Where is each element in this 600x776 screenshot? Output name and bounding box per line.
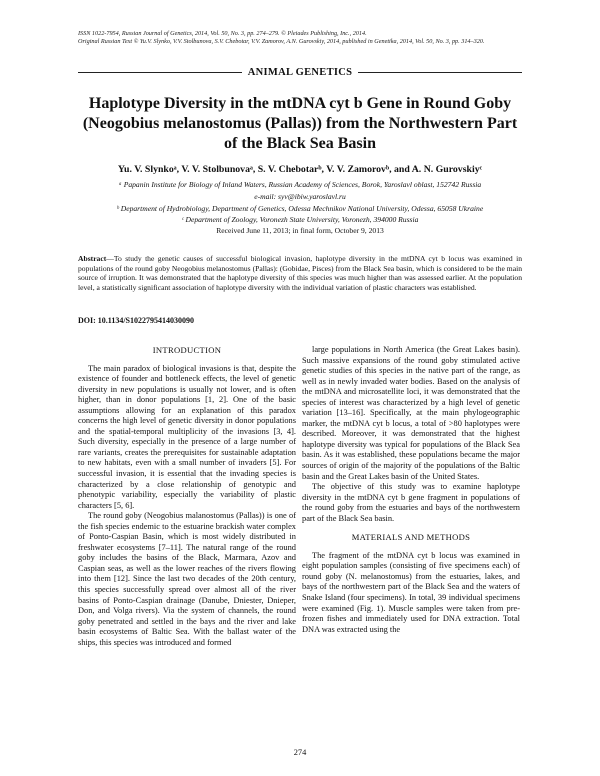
article-title: Haplotype Diversity in the mtDNA cyt b Gene in Round Goby (Neogobius melanostomus (Pallas)) from the Northwestern Part of the Black Sea Basin bbox=[82, 95, 518, 152]
page-number: 274 bbox=[293, 748, 307, 757]
affiliation-a: ᵃ Papanin Institute for Biology of Inland Waters, Russian Academy of Sciences, Borok, Yaroslavl oblast, 152742 Russia bbox=[118, 180, 482, 189]
affiliation-b: ᵇ Department of Hydrobiology, Department of Genetics, Odessa Mechnikov National University, Odessa, 65058 Ukraine bbox=[116, 204, 484, 213]
received-dates: Received June 11, 2013; in final form, October 9, 2013 bbox=[216, 226, 384, 235]
abstract-text: —To study the genetic causes of successful biological invasion, haplotype diversity in the mtDNA cyt b locus was examined in populations of the round goby Neogobius melanostomus (Pallas): (Gobidae, Pisces) from the Black Sea basin, which is considered to be the main source of irruption. It was demonstrated that the haplotype diversity of this species was much higher than was assessed earlier. At the population level, a statistically significant association of haplotype diversity with the individual variation of plastic characters was established. bbox=[78, 254, 522, 292]
abstract-label: Abstract bbox=[78, 254, 107, 263]
section-label: ANIMAL GENETICS bbox=[247, 66, 353, 78]
introduction-paragraph-4: The objective of this study was to examine haplotype diversity in the mtDNA cyt b gene fragment in populations of the round goby from the estuaries and bays of the northwestern part of the Black Sea basin. bbox=[302, 482, 520, 523]
left-column bbox=[78, 345, 296, 648]
introduction-heading: INTRODUCTION bbox=[152, 345, 222, 355]
corresponding-email: e-mail: syv@ibiw.yaroslavl.ru bbox=[254, 192, 346, 201]
section-header bbox=[78, 66, 522, 78]
introduction-paragraph-2: The round goby (Neogobius malanostomus (Pallas)) is one of the fish species endemic to the estuarine brackish water complex of Ponto-Caspian Basin, which is most widely distributed in freshwater ecosystems [7–11]. The natural range of the round goby includes the basins of the Black, Marmara, Azov and Caspian seas, as well as the lower reaches of the rivers flowing into them [12]. Since the last two decades of the 20th century, this species successfully spread over almost all of the river basins of Ponto-Caspian drainage (Danube, Dniester, Dnieper, Don, and Volga rivers). Via the system of channels, the round goby penetrated and settled in the bays and the river and lake basin ecosystems of Baltic Sea. With the ballast water of the ships, this species was introduced and formed bbox=[78, 511, 296, 647]
introduction-paragraph-3: large populations in North America (the Great Lakes basin). Such massive expansions of the round goby stimulated active genetic studies of this species in the native part of the range, as well as in newly invaded water bodies. Based on the analysis of the mtDNA and microsatellite loci, it was demonstrated that the species of interest was characterized by a high level of genetic variation [13–16]. Specifically, at the main phylogeographic marker, the mtDNA cyt b locus, a total of >80 haplotypes were described. Moreover, it was demonstrated that the highest haplotype diversity was typical for populations of the Black Sea basin. As it was established, these populations became the major sources of origin of the majority of the populations of the Baltic basin and the Great Lakes basin of the United States. bbox=[302, 345, 520, 481]
original-text-citation: Original Russian Text © Yu.V. Slynko, V.V. Stolbunova, S.V. Chebotar, V.V. Zamorov, A.N. Gurovskiy, 2014, published in Genetika, 2014, Vol. 50, No. 3, pp. 314–320. bbox=[78, 38, 485, 45]
methods-heading: MATERIALS AND METHODS bbox=[351, 532, 471, 543]
author-list: Yu. V. Slynkoᵃ, V. V. Stolbunovaᵃ, S. V. Chebotarᵇ, V. V. Zamorovᵇ, and A. N. Gurovskiyᶜ bbox=[117, 164, 483, 175]
right-column bbox=[302, 345, 520, 635]
affiliation-c: ᶜ Department of Zoology, Voronezh State University, Voronezh, 394000 Russia bbox=[181, 215, 419, 224]
journal-citation: ISSN 1022-7954, Russian Journal of Genetics, 2014, Vol. 50, No. 3, pp. 274–279. © Pleiades Publishing, Inc., 2014. bbox=[78, 30, 367, 37]
section-rule-right bbox=[358, 72, 522, 73]
section-rule-left bbox=[78, 72, 242, 73]
section-gap bbox=[302, 524, 520, 532]
abstract bbox=[78, 254, 522, 292]
doi: DOI: 10.1134/S1022795414030090 bbox=[78, 316, 195, 325]
introduction-paragraph-1: The main paradox of biological invasions is that, despite the existence of founder and bottleneck effects, the level of genetic diversity in new populations is usually not lower, and is often higher, than in donor populations [1, 2]. One of the basic assumptions allowing for an explanation of this paradox concerns the high level of genetic diversity in donor populations and the spatial-temporal multiplicity of the invasions [3, 4]. Such diversity, especially in the presence of a large number of rare variants, creates the prerequisites for sustainable adaptation to new habitats, even with a small number of invaders [5]. For successful invasion, it is essential that the invading species is characterized by a close relationship of genotypic and phenotypic variability, especially the variability of plastic characters [5, 6]. bbox=[78, 363, 296, 510]
methods-paragraph-1: The fragment of the mtDNA cyt b locus was examined in eight population samples (consisting of five specimens each) of round goby (N. melanostomus) from the estuaries, lakes, and bays of the northwestern part of the Black Sea and the waters of Snake Island (four specimens). In total, 39 individual specimens were examined (Fig. 1). Muscle samples were taken from pre-frozen fishes and immediately used for DNA extraction. Total DNA was extracted using the bbox=[302, 550, 520, 634]
